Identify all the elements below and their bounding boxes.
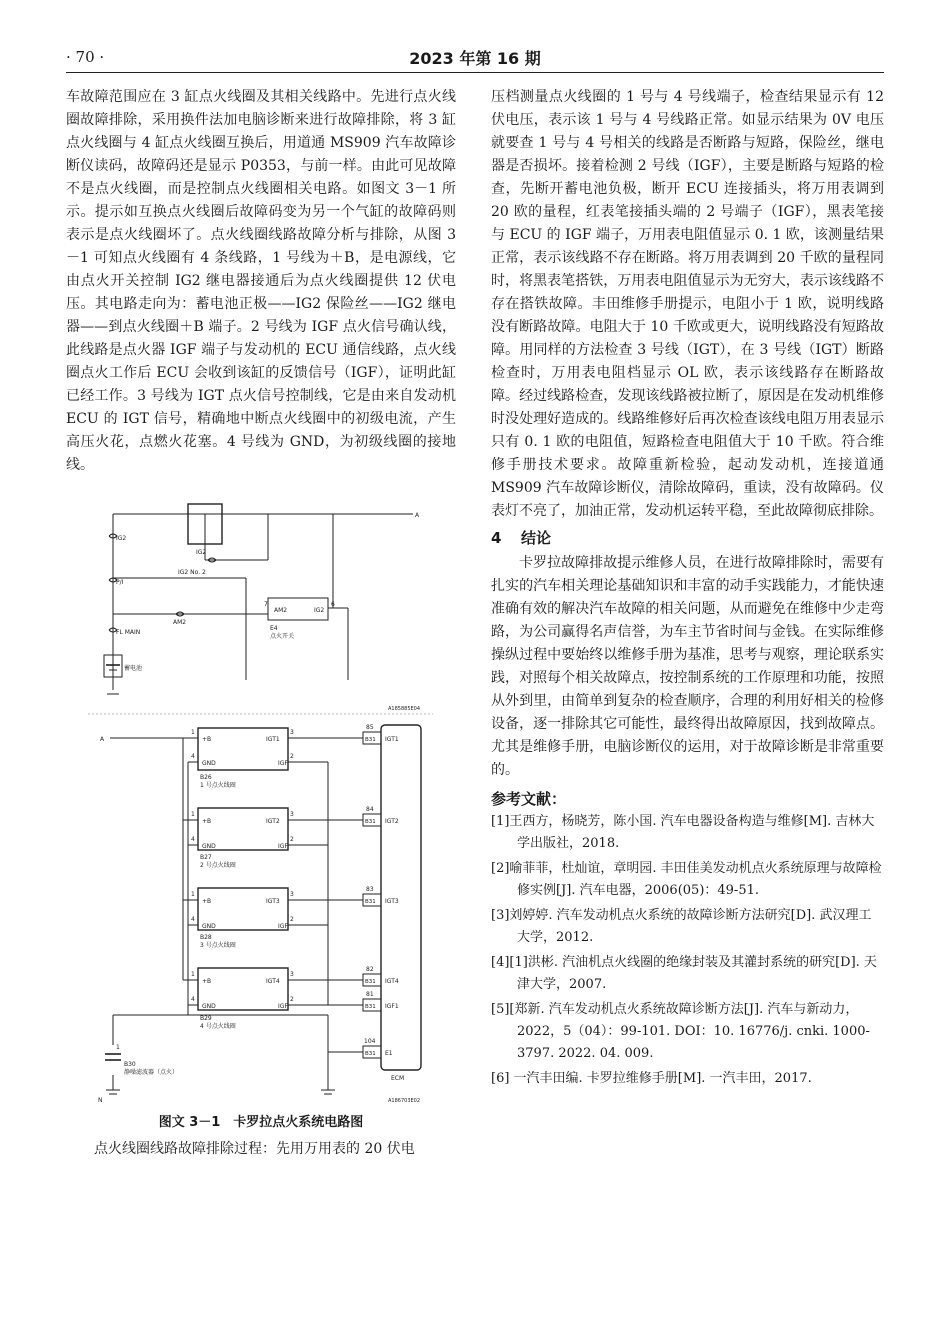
page-header bbox=[66, 44, 884, 73]
coil-pin-igf: IGF bbox=[278, 923, 288, 930]
reference-item: [6] 一汽丰田编. 卡罗拉维修手册[M]. 一汽丰田，2017. bbox=[491, 1071, 812, 1086]
page-number: · 70 · bbox=[66, 48, 105, 66]
coil-pin-b: +B bbox=[202, 978, 212, 985]
ecu-pin: 82 bbox=[366, 966, 374, 973]
coil-pin2: 2 bbox=[290, 916, 294, 923]
label-a-top: A bbox=[415, 512, 420, 519]
label-ig2-switch: IG2 bbox=[314, 607, 325, 614]
label-e4: E4 bbox=[270, 625, 278, 632]
section-title: 结论 bbox=[521, 529, 552, 547]
coil-pin3: 3 bbox=[290, 891, 294, 898]
coil-pin-gnd: GND bbox=[202, 760, 216, 767]
coil-pin3: 3 bbox=[290, 971, 294, 978]
coil-pin4: 4 bbox=[191, 753, 195, 760]
ecu-terminal: IGT4 bbox=[385, 978, 399, 985]
coil-pin4: 4 bbox=[191, 836, 195, 843]
reference-item: [1]王西方，杨晓芳，陈小国. 汽车电器设备构造与维修[M]. 吉林大学出版社，2018. bbox=[491, 814, 875, 851]
igf-terminal: IGF1 bbox=[385, 1003, 399, 1010]
ecu-terminal: IGT2 bbox=[385, 818, 399, 825]
figure-caption: 图文 3－1 卡罗拉点火系统电路图 bbox=[158, 1115, 364, 1130]
reference-item: [2]喻菲菲，杜灿谊，章明园. 丰田佳美发动机点火系统原理与故障检修实例[J]. 汽车电器，2006(05)：49-51. bbox=[491, 861, 882, 898]
conclusion-paragraph: 卡罗拉故障排故提示维修人员，在进行故障排除时，需要有扎实的汽车相关理论基础知识和丰富的动手实践能力，才能快速准确有效的解决汽车故障的相关问题，从而避免在维修中少走弯路，为公司赢得名声信誉，为车主节省时间与金钱。在实际维修操纵过程中要始终以维修手册为基准，思考与观察，理论联系实践，对照每个相关故障点，按控制系统的工作原理和功能，按照从外到里，由简单到复杂的检查顺序，合理的利用好相关的检修设备，逐一排除其它可能性，最终得出故障原因，找到故障点。尤其是维修手册，电脑诊断仪的运用，对于故障诊断是非常重要的。 bbox=[491, 555, 884, 778]
connector-label: B31 bbox=[365, 819, 376, 825]
coil-pin-gnd: GND bbox=[202, 1003, 216, 1010]
label-a-feed: A bbox=[100, 736, 105, 743]
references-heading: 参考文献： bbox=[491, 790, 567, 808]
label-pin6: 6 bbox=[331, 601, 335, 608]
igf-pin: 81 bbox=[366, 991, 374, 998]
e1-terminal: E1 bbox=[385, 1050, 393, 1057]
coil-pin-b: +B bbox=[202, 736, 212, 743]
coil-pin4: 4 bbox=[191, 916, 195, 923]
label-fl-main: FL MAIN bbox=[116, 629, 141, 636]
filter-id: B30 bbox=[124, 1061, 136, 1068]
label-n: N bbox=[98, 1097, 103, 1104]
filter-pin: 1 bbox=[116, 1044, 120, 1051]
coil-pin-igf: IGF bbox=[278, 760, 288, 767]
reference-item: [4][1]洪彬. 汽油机点火线圈的绝缘封装及其灌封系统的研究[D]. 天津大学，2007. bbox=[491, 955, 877, 992]
ecu-terminal: IGT3 bbox=[385, 898, 399, 905]
coil-id: B27 bbox=[200, 854, 212, 861]
coil-name: 3 号点火线圈 bbox=[200, 942, 236, 949]
right-column bbox=[491, 86, 884, 1093]
reference-item: [3]刘婷婷. 汽车发动机点火系统的故障诊断方法研究[D]. 武汉理工大学，2012. bbox=[491, 908, 872, 945]
coil-pin1: 1 bbox=[191, 811, 195, 818]
coil-pin-igf: IGF bbox=[278, 1003, 288, 1010]
body-paragraph-after-figure: 点火线圈线路故障排除过程：先用万用表的 20 伏电 bbox=[94, 1141, 415, 1157]
filter-name: 静噪滤波器（点火） bbox=[124, 1069, 179, 1076]
e1-pin: 104 bbox=[364, 1038, 376, 1045]
coil-pin-gnd: GND bbox=[202, 923, 216, 930]
ecu-pin: 84 bbox=[366, 806, 374, 813]
body-paragraph: 压档测量点火线圈的 1 号与 4 号线端子，检查结果显示有 12 伏电压，表示该 1 号与 4 号线路正常。如显示结果为 0V 电压就要查 1 号与 4 号相关的线路是否断路与短路，保险丝，继电器是否损坏。接着检测 2 号线（IGF），主要是断路与短路的检查，先断开蓄电池负极，断开 ECU 连接插头，将万用表调到 20 欧的量程，红表笔接插头端的 2 号端子（IGF），黑表笔接与 ECU 的 IGF 端子，万用表电阻值显示 0. 1 欧，该测量结果正常，表示该线路不存在断路。将万用表调到 20 千欧的量程同时，将黑表笔搭铁，万用表电阻值显示为无穷大，表示该线路不存在搭铁故障。丰田维修手册提示，电阻小于 1 欧，说明线路没有断路故障。电阻大于 10 千欧或更大，说明线路没有短路故障。用同样的方法检查 3 号线（IGT），在 3 号线（IGT）断路检查时，万用表电阻档显示 OL 欧，表示该线路存在断路故障。经过线路检查，发现该线路被拉断了，原因是在发动机维修时没处理好造成的。线路维修好后再次检查该线电阻万用表显示只有 0. 1 欧的电阻值，短路检查电阻值大于 10 千欧。符合维修手册技术要求。故障重新检验，起动发动机，连接道通 MS909 汽车故障诊断仪，清除故障码，重读，没有故障码。仪表灯不亮了，加油正常，发动机运转平稳，至此故障彻底排除。 bbox=[491, 89, 884, 519]
coil-pin4: 4 bbox=[191, 996, 195, 1003]
label-ig2: IG2 bbox=[116, 535, 127, 542]
coil-pin-b: +B bbox=[202, 898, 212, 905]
section-number: 4 bbox=[491, 529, 502, 547]
coil-igt-label: IGT2 bbox=[266, 818, 280, 825]
label-pi: P/I bbox=[116, 579, 124, 586]
ignition-circuit-diagram bbox=[88, 500, 433, 1105]
label-battery: 蓄电池 bbox=[124, 665, 143, 672]
label-code-top: A185885E04 bbox=[388, 706, 421, 712]
label-ig2-no2: IG2 No. 2 bbox=[178, 569, 206, 576]
label-switch-name: 点火开关 bbox=[270, 633, 295, 640]
label-pin7: 7 bbox=[264, 601, 268, 608]
coil-id: B26 bbox=[200, 774, 212, 781]
reference-item: [5][郑新. 汽车发动机点火系统故障诊断方法[J]. 汽车与新动力，2022，5（04）：99-101. DOI：10. 16776/j. cnki. 1000-3797. 2022. 04. 009. bbox=[491, 1002, 870, 1061]
label-code-bottom: A186703E02 bbox=[388, 1098, 421, 1104]
ecu-pin: 85 bbox=[366, 724, 374, 731]
coil-pin-gnd: GND bbox=[202, 843, 216, 850]
label-am2-fuse: AM2 bbox=[173, 619, 187, 626]
connector-label: B31 bbox=[365, 899, 376, 905]
coil-igt-label: IGT4 bbox=[266, 978, 280, 985]
ecu-pin: 83 bbox=[366, 886, 374, 893]
coil-pin3: 3 bbox=[290, 729, 294, 736]
label-ig2-relay: IG2 bbox=[196, 549, 207, 556]
coil-id: B29 bbox=[200, 1015, 212, 1022]
coil-pin1: 1 bbox=[191, 891, 195, 898]
e1-connector: B31 bbox=[365, 1051, 376, 1057]
coil-pin3: 3 bbox=[290, 811, 294, 818]
igf-connector: B31 bbox=[365, 1004, 376, 1010]
connector-label: B31 bbox=[365, 737, 376, 743]
ecm-label: ECM bbox=[391, 1075, 405, 1082]
coil-pin2: 2 bbox=[290, 753, 294, 760]
coil-pin2: 2 bbox=[290, 836, 294, 843]
coil-pin2: 2 bbox=[290, 996, 294, 1003]
connector-label: B31 bbox=[365, 979, 376, 985]
coil-igt-label: IGT3 bbox=[266, 898, 280, 905]
left-column bbox=[66, 86, 456, 477]
coil-pin1: 1 bbox=[191, 971, 195, 978]
journal-issue: 2023 年第 16 期 bbox=[409, 49, 541, 68]
label-am2-switch: AM2 bbox=[274, 607, 288, 614]
coil-name: 4 号点火线圈 bbox=[200, 1023, 236, 1030]
section-heading bbox=[491, 527, 884, 548]
coil-name: 2 号点火线圈 bbox=[200, 862, 236, 869]
coil-name: 1 号点火线圈 bbox=[200, 782, 236, 789]
ecu-terminal: IGT1 bbox=[385, 736, 399, 743]
coil-igt-label: IGT1 bbox=[266, 736, 280, 743]
coil-id: B28 bbox=[200, 934, 212, 941]
coil-pin-b: +B bbox=[202, 818, 212, 825]
body-paragraph: 车故障范围应在 3 缸点火线圈及其相关线路中。先进行点火线圈故障排除，采用换件法加电脑诊断来进行故障排除，将 3 缸点火线圈与 4 缸点火线圈互换后，用道通 MS909 汽车故障诊断仪读码，故障码还是显示 P0353，与前一样。由此可见故障不是点火线圈，而是控制点火线圈相关电路。如图文 3－1 所示。提示如互换点火线圈后故障码变为另一个气缸的故障码则表示是点火线圈坏了。点火线圈线路故障分析与排除，从图 3－1 可知点火线圈有 4 条线路，1 号线为＋B，是电源线，它由点火开关控制 IG2 继电器接通后为点火线圈提供 12 伏电压。其电路走向为：蓄电池正极——IG2 保险丝——IG2 继电器——到点火线圈＋B 端子。2 号线为 IGF 点火信号确认线，此线路是点火器 IGF 端子与发动机的 ECU 通信线路，点火线圈点火工作后 ECU 会收到该缸的反馈信号（IGF），证明此缸已经工作。3 号线为 IGT 点火信号控制线，它是由来自发动机 ECU 的 IGT 信号，精确地中断点火线圈中的初级电流，产生高压火花，点燃火花塞。4 号线为 GND，为初级线圈的接地线。 bbox=[66, 89, 456, 473]
coil-pin-igf: IGF bbox=[278, 843, 288, 850]
coil-pin1: 1 bbox=[191, 729, 195, 736]
